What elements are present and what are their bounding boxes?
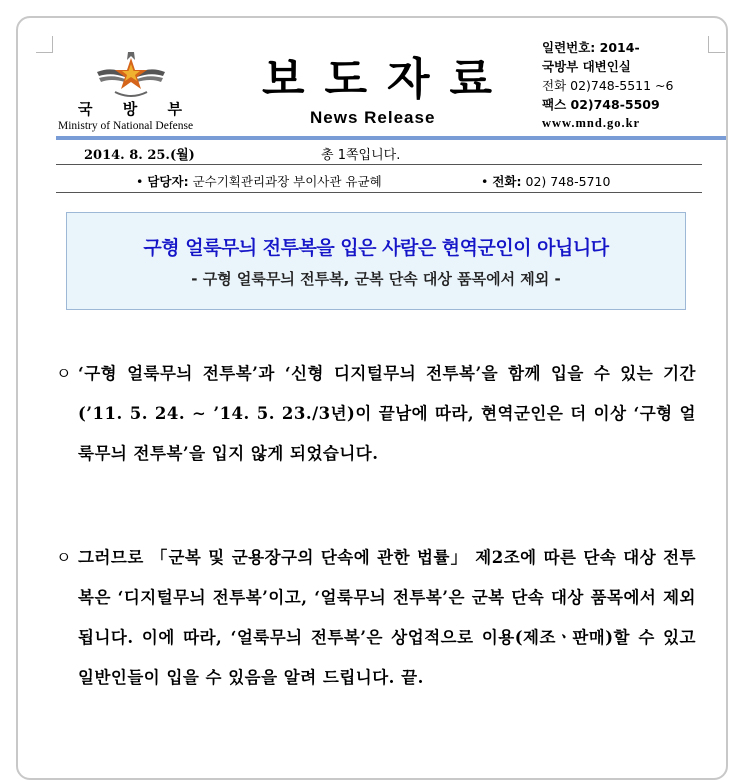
- paragraph-text: 그러므로 「군복 및 군용장구의 단속에 관한 법률」 제2조에 따른 단속 대상 전투복은 ‘디지털무늬 전투복’이고, ‘얼룩무늬 전투복’은 군복 단속 대상 품목에서 제외됩니다. 이에 따라, ‘얼룩무늬 전투복’은 상업적으로 이용(제조ㆍ판매)할 수 있고 일반인들이 입을 수 있음을 알려 드립니다. 끝.: [78, 548, 696, 687]
- corner-mark-right: [708, 36, 725, 53]
- page-count: 총 1쪽입니다.: [321, 148, 401, 163]
- dateline: [56, 142, 702, 164]
- headline-subtitle: - 구형 얼룩무늬 전투복, 군복 단속 대상 품목에서 제외 -: [191, 270, 561, 288]
- office-name: 국방부 대변인실: [542, 59, 631, 74]
- contact-divider: [56, 192, 702, 193]
- serial-number: 일련번호: 2014-: [542, 40, 640, 55]
- contact-phone-value: 02) 748-5710: [525, 174, 611, 189]
- bullet-marker: ㅇ: [56, 548, 72, 567]
- contact-person-value: 군수기획관리과장 부이사관 유균혜: [192, 174, 382, 189]
- office-phone: 전화 02)748-5511 ~6: [542, 78, 674, 93]
- corner-mark-left: [36, 36, 53, 53]
- body-paragraph-2: [56, 538, 696, 698]
- mnd-emblem-icon: [95, 46, 167, 104]
- release-date: 2014. 8. 25.(월): [84, 148, 195, 163]
- press-release-title: 보도자료: [262, 54, 513, 105]
- responsible-contact: [56, 170, 702, 190]
- ministry-char-1: 국: [78, 100, 93, 118]
- website-link[interactable]: www.mnd.go.kr: [542, 116, 641, 130]
- contact-info-block: [542, 38, 674, 133]
- ministry-char-3: 부: [167, 100, 182, 118]
- office-fax: 팩스 02)748-5509: [542, 97, 660, 112]
- contact-person-label: 담당자:: [147, 174, 189, 189]
- bullet-marker: ㅇ: [56, 364, 72, 383]
- contact-phone: • 전화: 02) 748-5710: [481, 174, 611, 189]
- contact-phone-label: 전화:: [492, 174, 522, 189]
- header-divider: [56, 136, 726, 140]
- ministry-name-kr: [78, 98, 182, 119]
- body-paragraph-1: [56, 354, 696, 474]
- ministry-char-2: 방: [122, 100, 138, 118]
- ministry-name-en: Ministry of National Defense: [58, 120, 194, 132]
- press-release-title-en: News Release: [310, 108, 436, 127]
- headline-title: 구형 얼룩무늬 전투복을 입은 사람은 현역군인이 아닙니다: [143, 237, 609, 259]
- headline-box: [66, 212, 686, 310]
- dateline-divider: [56, 164, 702, 165]
- contact-person: • 담당자: 군수기획관리과장 부이사관 유균혜: [136, 174, 382, 189]
- paragraph-text: ‘구형 얼룩무늬 전투복’과 ‘신형 디지털무늬 전투복’을 함께 입을 수 있는 기간(’11. 5. 24. ∼ ’14. 5. 23./3년)이 끝남에 따라, 현역군인은 더 이상 ‘구형 얼룩무늬 전투복’을 입지 않게 되었습니다.: [78, 364, 696, 463]
